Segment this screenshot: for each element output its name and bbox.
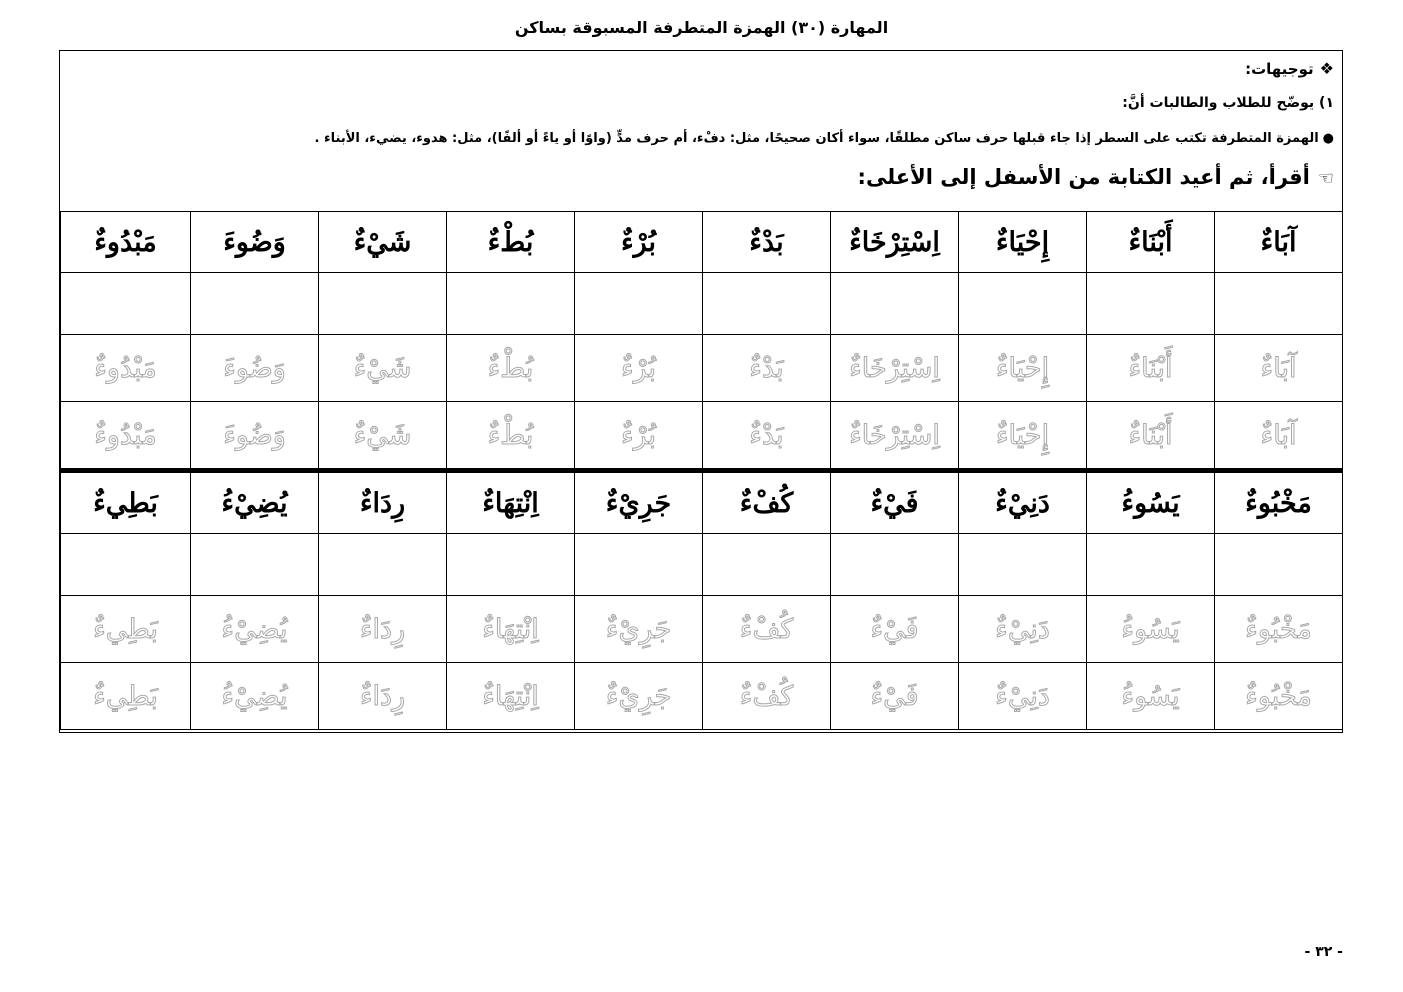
- writing-cell[interactable]: [959, 273, 1087, 335]
- instructions-heading-text: توجيهات:: [1245, 60, 1314, 78]
- trace-cell[interactable]: [703, 335, 831, 402]
- word-cell: إِحْيَاءٌ: [959, 212, 1087, 273]
- trace-word: دَنِيْءٌ: [995, 613, 1050, 645]
- word-cell: اِنْتِهَاءٌ: [447, 471, 575, 534]
- instructions-block: [60, 51, 1342, 211]
- word-cell: مَخْبُوءٌ: [1215, 471, 1343, 534]
- trace-cell[interactable]: [191, 596, 319, 663]
- trace-cell[interactable]: [575, 663, 703, 730]
- trace-cell[interactable]: [447, 663, 575, 730]
- trace-cell[interactable]: [191, 402, 319, 471]
- trace-row-1b: [61, 402, 1343, 471]
- word-cell: أَبْنَاءٌ: [1087, 212, 1215, 273]
- writing-cell[interactable]: [575, 534, 703, 596]
- writing-cell[interactable]: [447, 534, 575, 596]
- trace-cell[interactable]: [319, 663, 447, 730]
- trace-cell[interactable]: [191, 335, 319, 402]
- trace-word: أَبْنَاءٌ: [1128, 419, 1173, 451]
- trace-cell[interactable]: [1215, 663, 1343, 730]
- trace-cell[interactable]: [319, 402, 447, 471]
- trace-cell[interactable]: [1087, 663, 1215, 730]
- word-cell: يَسُوءُ: [1087, 471, 1215, 534]
- trace-cell[interactable]: [831, 402, 959, 471]
- writing-cell[interactable]: [575, 273, 703, 335]
- trace-word: بَدْءٌ: [749, 352, 784, 384]
- word-cell: جَرِيْءٌ: [575, 471, 703, 534]
- writing-cell[interactable]: [831, 273, 959, 335]
- writing-cell[interactable]: [831, 534, 959, 596]
- trace-cell[interactable]: [703, 402, 831, 471]
- trace-word: فَيْءٌ: [870, 613, 919, 645]
- trace-cell[interactable]: [447, 335, 575, 402]
- trace-cell[interactable]: [61, 663, 191, 730]
- instructions-heading: [68, 59, 1334, 78]
- trace-word: جَرِيْءٌ: [605, 613, 672, 645]
- writing-cell[interactable]: [1215, 273, 1343, 335]
- trace-word: مَخْبُوءٌ: [1245, 613, 1312, 645]
- practice-table: [60, 211, 1343, 730]
- word-cell: يُضِيْءُ: [191, 471, 319, 534]
- trace-word: أَبْنَاءٌ: [1128, 352, 1173, 384]
- trace-cell[interactable]: [959, 596, 1087, 663]
- bullet-icon: ●: [1322, 131, 1334, 146]
- trace-word: مَخْبُوءٌ: [1245, 680, 1312, 712]
- writing-cell[interactable]: [1087, 273, 1215, 335]
- trace-cell[interactable]: [1215, 596, 1343, 663]
- instructions-task-text: أقرأ، ثم أعيد الكتابة من الأسفل إلى الأعلى:: [857, 165, 1310, 189]
- trace-cell[interactable]: [575, 402, 703, 471]
- instructions-note: ١) يوضّح للطلاب والطالبات أنَّ:: [1122, 95, 1334, 111]
- page-number: - ٣٢ -: [1304, 944, 1343, 960]
- trace-word: بَطِيءٌ: [93, 613, 158, 645]
- trace-row-2a: [61, 596, 1343, 663]
- trace-word: اِسْتِرْخَاءٌ: [849, 352, 940, 384]
- word-cell: دَنِيْءٌ: [959, 471, 1087, 534]
- writing-row-2: [61, 534, 1343, 596]
- trace-cell[interactable]: [959, 663, 1087, 730]
- trace-word: وَضُوءَ: [223, 419, 286, 451]
- trace-word: بُرْءٌ: [620, 419, 657, 451]
- word-cell: بُرْءٌ: [575, 212, 703, 273]
- trace-cell[interactable]: [191, 663, 319, 730]
- trace-row-1a: [61, 335, 1343, 402]
- trace-word: بَطِيءٌ: [93, 680, 158, 712]
- writing-cell[interactable]: [191, 273, 319, 335]
- trace-cell[interactable]: [831, 596, 959, 663]
- instructions-rule: [68, 131, 1334, 146]
- trace-cell[interactable]: [575, 335, 703, 402]
- pointing-hand-icon: ☜: [1317, 168, 1334, 189]
- trace-cell[interactable]: [1087, 402, 1215, 471]
- page-title: المهارة (٣٠) الهمزة المتطرفة المسبوقة بساكن: [514, 18, 889, 37]
- writing-cell[interactable]: [191, 534, 319, 596]
- trace-cell[interactable]: [831, 335, 959, 402]
- word-cell: اِسْتِرْخَاءٌ: [831, 212, 959, 273]
- trace-row-2b: [61, 663, 1343, 730]
- writing-cell[interactable]: [61, 273, 191, 335]
- trace-cell[interactable]: [575, 596, 703, 663]
- trace-word: كُفْءٌ: [739, 680, 794, 712]
- word-cell: بَطِيءٌ: [61, 471, 191, 534]
- instructions-task: [68, 165, 1334, 189]
- trace-word: يَسُوءُ: [1121, 680, 1180, 712]
- trace-word: مَبْدُوءٌ: [94, 419, 157, 451]
- diamond-bullet-icon: ❖: [1319, 59, 1334, 78]
- trace-word: آبَاءٌ: [1260, 352, 1297, 384]
- trace-word: يُضِيْءُ: [221, 680, 288, 712]
- instructions-rule-text: الهمزة المتطرفة تكتب على السطر إذا جاء قبلها حرف ساكن مطلقًا، سواء أكان صحيحًا، مثل: دفْء، أم حرف مدٍّ (واوًا أو ياءً أو ألفًا)، مثل: هدوء، يضيء، الأبناء .: [314, 131, 1319, 146]
- word-cell: بُطْءٌ: [447, 212, 575, 273]
- word-cell: آبَاءٌ: [1215, 212, 1343, 273]
- trace-word: دَنِيْءٌ: [995, 680, 1050, 712]
- trace-word: رِدَاءٌ: [359, 613, 406, 645]
- word-cell: رِدَاءٌ: [319, 471, 447, 534]
- writing-cell[interactable]: [447, 273, 575, 335]
- trace-cell[interactable]: [319, 596, 447, 663]
- trace-cell[interactable]: [959, 402, 1087, 471]
- word-cell: مَبْدُوءٌ: [61, 212, 191, 273]
- trace-word: يُضِيْءُ: [221, 613, 288, 645]
- trace-word: كُفْءٌ: [739, 613, 794, 645]
- trace-word: إِحْيَاءٌ: [995, 419, 1050, 451]
- trace-word: شَيْءٌ: [353, 419, 412, 451]
- trace-word: اِنْتِهَاءٌ: [482, 680, 539, 712]
- trace-cell[interactable]: [61, 402, 191, 471]
- trace-word: آبَاءٌ: [1260, 419, 1297, 451]
- trace-cell[interactable]: [447, 402, 575, 471]
- trace-word: بَدْءٌ: [749, 419, 784, 451]
- writing-cell[interactable]: [319, 534, 447, 596]
- trace-cell[interactable]: [1087, 596, 1215, 663]
- trace-word: شَيْءٌ: [353, 352, 412, 384]
- word-row-2: [61, 471, 1343, 534]
- trace-cell[interactable]: [61, 596, 191, 663]
- trace-word: جَرِيْءٌ: [605, 680, 672, 712]
- trace-word: مَبْدُوءٌ: [94, 352, 157, 384]
- writing-cell[interactable]: [959, 534, 1087, 596]
- word-cell: كُفْءٌ: [703, 471, 831, 534]
- trace-cell[interactable]: [703, 663, 831, 730]
- word-cell: وَضُوءَ: [191, 212, 319, 273]
- trace-cell[interactable]: [703, 596, 831, 663]
- trace-word: بُرْءٌ: [620, 352, 657, 384]
- trace-word: اِسْتِرْخَاءٌ: [849, 419, 940, 451]
- word-cell: شَيْءٌ: [319, 212, 447, 273]
- trace-cell[interactable]: [1087, 335, 1215, 402]
- writing-cell[interactable]: [319, 273, 447, 335]
- trace-word: بُطْءٌ: [487, 419, 534, 451]
- word-row-1: [61, 212, 1343, 273]
- trace-word: اِنْتِهَاءٌ: [482, 613, 539, 645]
- trace-word: فَيْءٌ: [870, 680, 919, 712]
- trace-cell[interactable]: [447, 596, 575, 663]
- trace-word: يَسُوءُ: [1121, 613, 1180, 645]
- trace-cell[interactable]: [319, 335, 447, 402]
- trace-word: بُطْءٌ: [487, 352, 534, 384]
- writing-cell[interactable]: [1215, 534, 1343, 596]
- trace-cell[interactable]: [1215, 335, 1343, 402]
- writing-row-1: [61, 273, 1343, 335]
- writing-cell[interactable]: [1087, 534, 1215, 596]
- writing-cell[interactable]: [703, 534, 831, 596]
- trace-cell[interactable]: [831, 663, 959, 730]
- writing-cell[interactable]: [61, 534, 191, 596]
- trace-cell[interactable]: [1215, 402, 1343, 471]
- trace-word: رِدَاءٌ: [359, 680, 406, 712]
- trace-cell[interactable]: [61, 335, 191, 402]
- word-cell: فَيْءٌ: [831, 471, 959, 534]
- trace-cell[interactable]: [959, 335, 1087, 402]
- writing-cell[interactable]: [703, 273, 831, 335]
- trace-word: وَضُوءَ: [223, 352, 286, 384]
- word-cell: بَدْءٌ: [703, 212, 831, 273]
- worksheet-frame: [59, 50, 1343, 733]
- trace-word: إِحْيَاءٌ: [995, 352, 1050, 384]
